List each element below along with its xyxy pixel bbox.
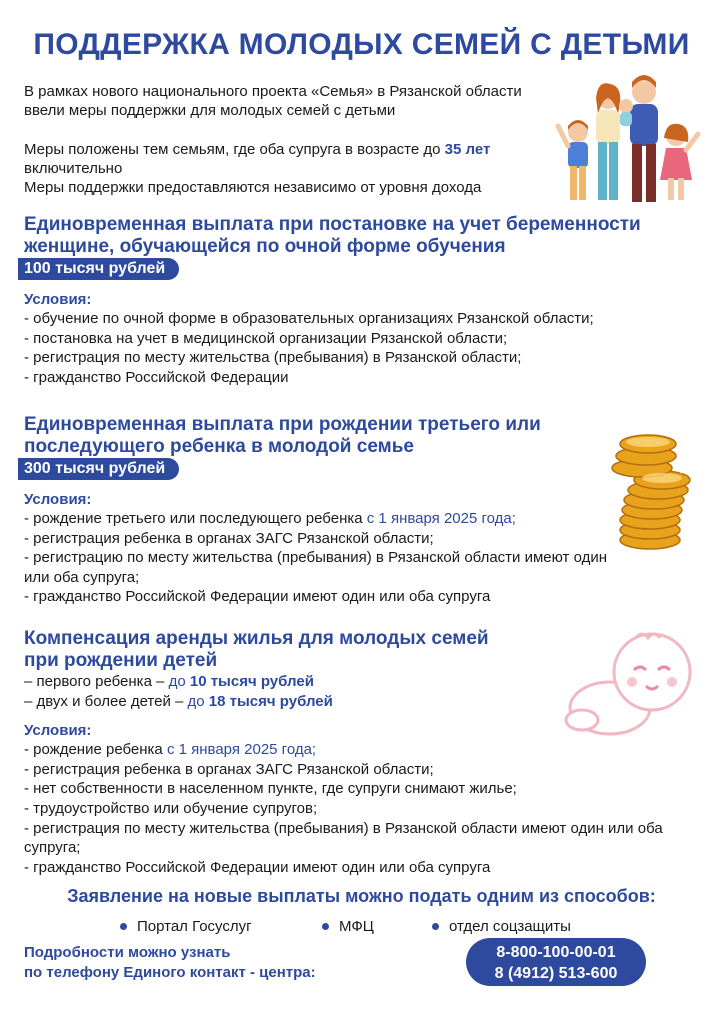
phone-number[interactable]: 8-800-100-00-01 xyxy=(496,944,616,961)
list-item: - постановка на учет в медицинской организации Рязанской области; xyxy=(24,329,508,347)
amount-badge: 100 тысяч рублей xyxy=(18,258,179,280)
conditions-label: Условия: xyxy=(24,491,92,508)
contact-line: Подробности можно узнать xyxy=(24,944,231,961)
conditions-list xyxy=(24,309,664,387)
date-highlight: с 1 января 2025 года; xyxy=(366,510,516,527)
bullet-dot-icon xyxy=(120,923,127,930)
income-note: Меры поддержки предоставляются независимо от уровня дохода xyxy=(24,179,482,196)
page-title: ПОДДЕРЖКА МОЛОДЫХ СЕМЕЙ С ДЕТЬМИ xyxy=(33,28,690,61)
list-item: – первого ребенка – до 10 тысяч рублей xyxy=(24,673,314,690)
phone-number[interactable]: 8 (4912) 513-600 xyxy=(494,965,618,982)
section-title: Компенсация аренды жилья для молодых семей при рождении детей xyxy=(24,628,489,671)
section-third-child-payment xyxy=(24,414,624,607)
amount-first-child: 10 тысяч рублей xyxy=(189,673,314,690)
way-mfc: МФЦ xyxy=(322,918,374,935)
section-pregnancy-payment xyxy=(24,214,664,387)
list-item: - регистрация по месту жительства (пребывания) в Рязанской области; xyxy=(24,349,522,367)
list-item: - регистрация ребенка в органах ЗАГС Рязанской области; xyxy=(24,529,434,547)
list-item: - трудоустройство или обучение супругов; xyxy=(24,799,318,817)
list-item: - рождение третьего или последующего ребенка с 1 января 2025 года; xyxy=(24,510,516,527)
family-illustration xyxy=(548,70,708,210)
amount-badge: 300 тысяч рублей xyxy=(18,458,179,480)
list-item: - гражданство Российской Федерации xyxy=(24,368,289,386)
way-gosuslugi: Портал Госуслуг xyxy=(120,918,252,935)
bullet-dot-icon xyxy=(432,923,439,930)
list-item: - нет собственности в населенном пункте, где супруги снимают жилье; xyxy=(24,780,517,798)
date-highlight: с 1 января 2025 года; xyxy=(166,741,317,759)
bullet-dot-icon xyxy=(322,923,329,930)
list-item: - гражданство Российской Федерации имеют один или оба супруга xyxy=(24,858,491,876)
coins-illustration xyxy=(606,428,696,553)
contact-info xyxy=(24,943,316,983)
contact-line: по телефону Единого контакт - центра: xyxy=(24,964,316,981)
section-title: Единовременная выплата при рождении третьего или последующего ребенка в молодой семье xyxy=(24,414,541,457)
conditions-label: Условия: xyxy=(24,291,92,308)
list-item: - рождение ребенка с 1 января 2025 года; xyxy=(24,741,317,759)
conditions-list xyxy=(24,740,689,877)
list-item: - обучение по очной форме в образовательных организациях Рязанской области; xyxy=(24,310,594,327)
conditions-label: Условия: xyxy=(24,722,92,740)
phone-badge xyxy=(466,938,646,986)
list-item: - регистрацию по месту жительства (пребывания) в Рязанской области имеют один или оба супруга; xyxy=(24,549,608,586)
way-social-protection: отдел соцзащиты xyxy=(432,918,571,935)
list-item: - регистрация по месту жительства (пребывания) в Рязанской области имеют один или оба супруга; xyxy=(24,819,663,857)
age-condition: Меры положены тем семьям, где оба супруга в возрасте до 35 лет включительно xyxy=(24,141,491,177)
apply-title: Заявление на новые выплаты можно подать одним из способов: xyxy=(67,886,656,906)
intro-text: В рамках нового национального проекта «Семья» в Рязанской области ввели меры поддержки для молодых семей с детьми xyxy=(24,83,522,119)
age-value: 35 лет xyxy=(444,141,491,158)
amount-two-plus-children: 18 тысяч рублей xyxy=(208,692,333,710)
intro-block xyxy=(24,82,544,197)
conditions-list xyxy=(24,509,624,607)
list-item: – двух и более детей – до 18 тысяч рублей xyxy=(24,692,333,710)
section-title: Единовременная выплата при постановке на учет беременности женщине, обучающейся по очной форме обучения xyxy=(24,214,641,257)
baby-illustration xyxy=(560,624,700,744)
list-item: - регистрация ребенка в органах ЗАГС Рязанской области; xyxy=(24,760,434,778)
list-item: - гражданство Российской Федерации имеют один или оба супруга xyxy=(24,588,491,606)
